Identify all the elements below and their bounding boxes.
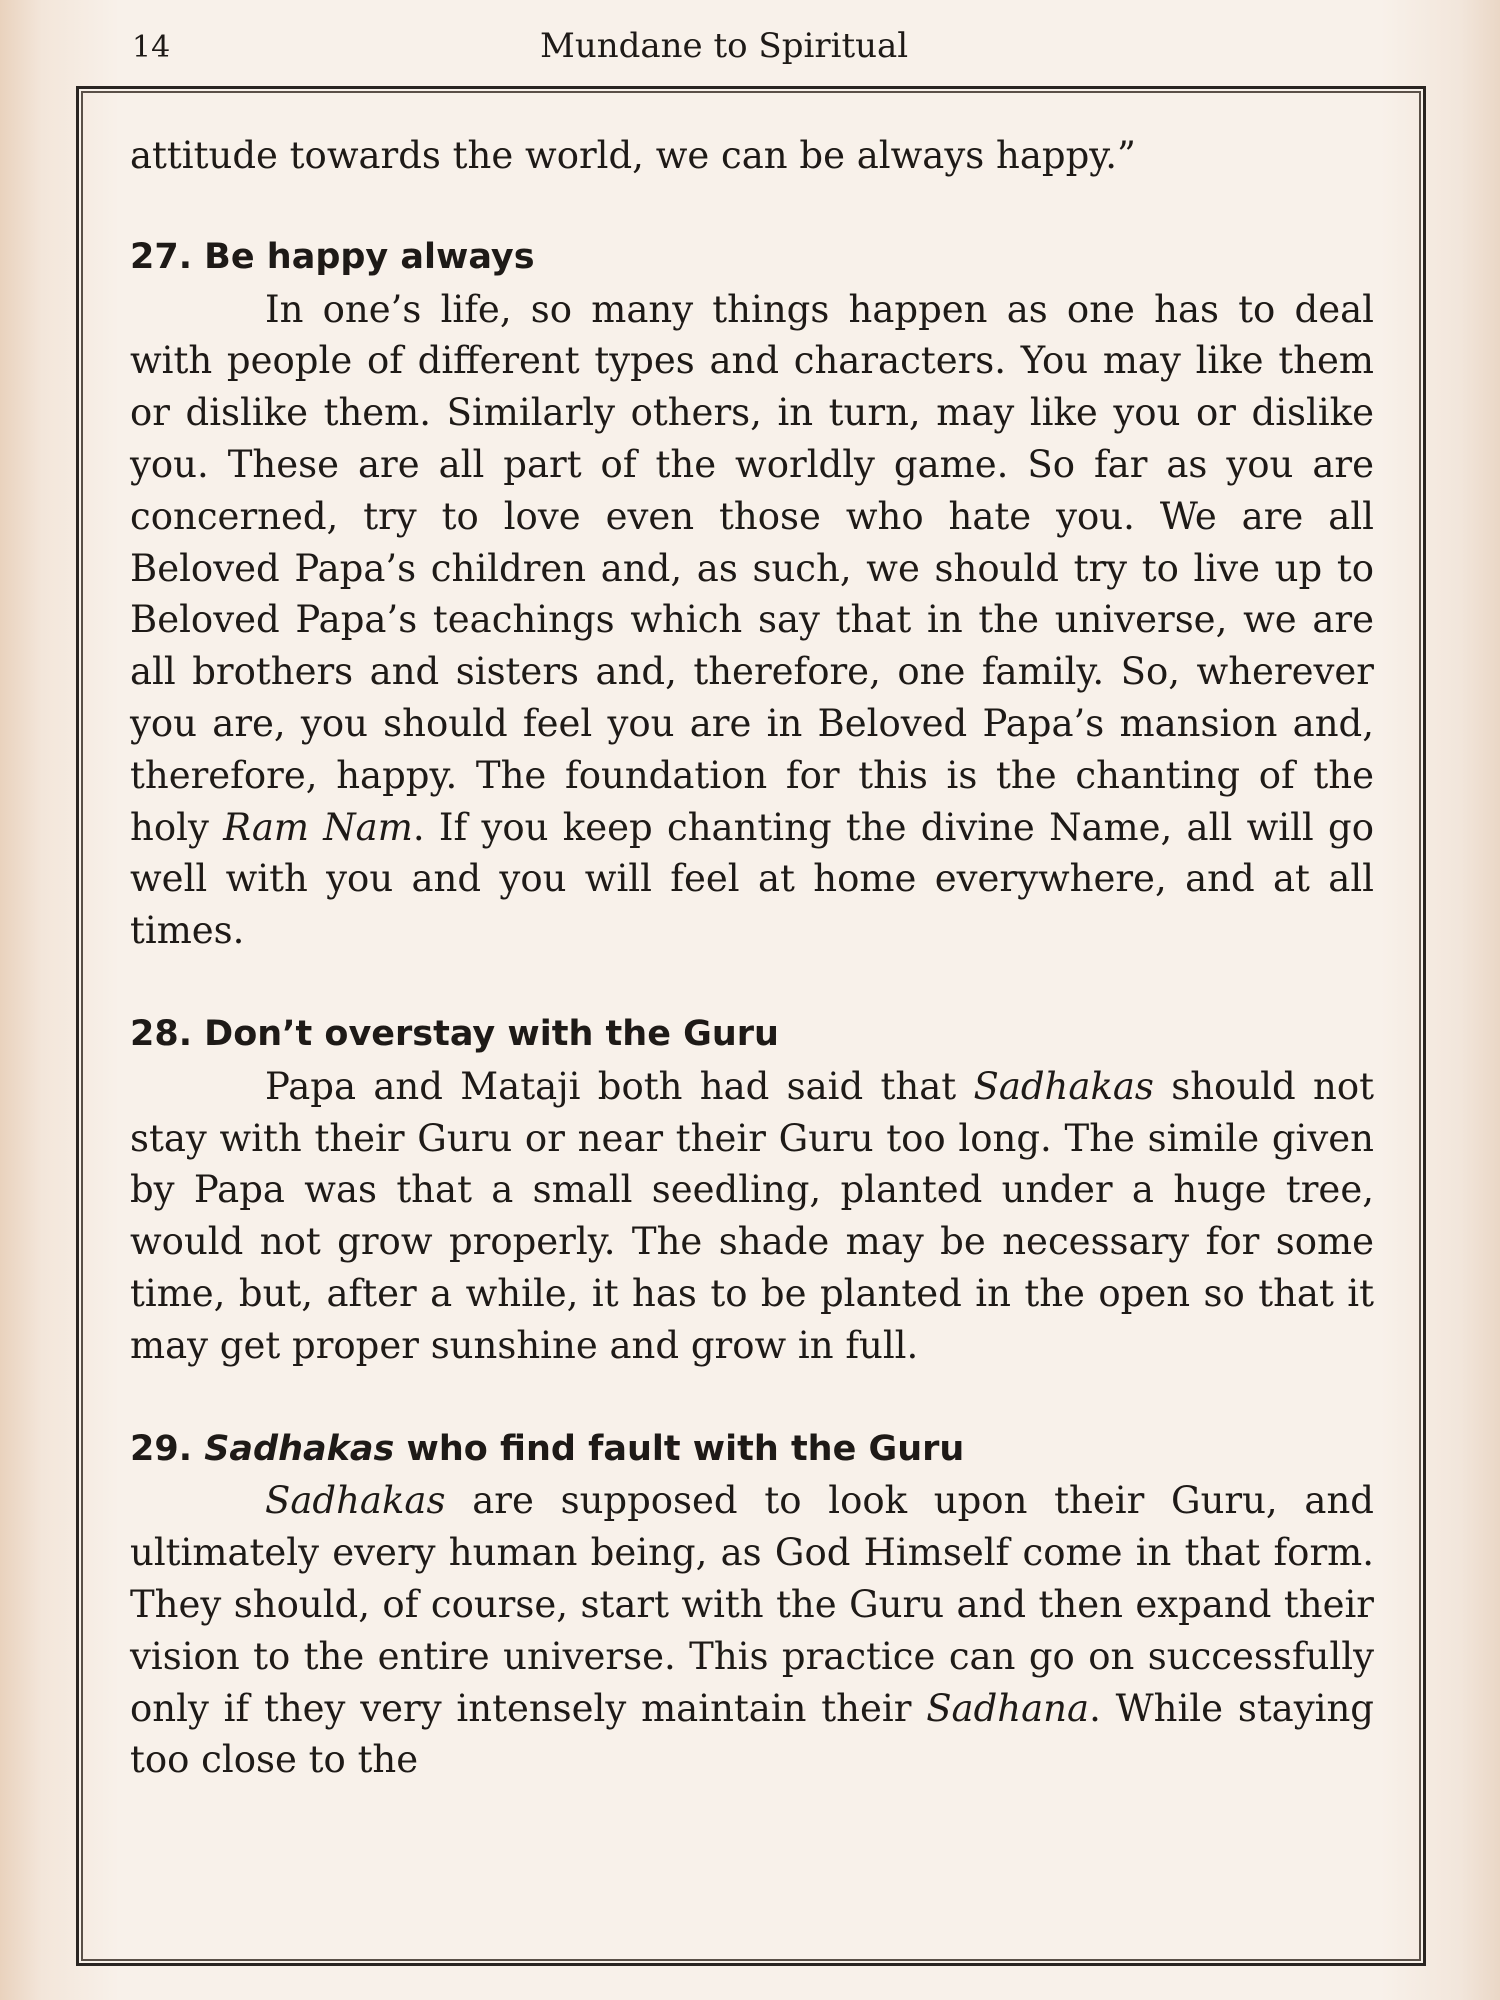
page-body: [130, 130, 1374, 1786]
section-29-text-b: . While staying too close to the: [130, 1686, 1374, 1782]
section-29-number: 29.: [130, 1428, 205, 1469]
section-29-heading: [130, 1424, 1374, 1476]
section-27-text-b: . If you keep chanting the divine Name, all will go well with you and you will feel at home everywhere, and at all times.: [130, 805, 1374, 953]
section-28-emphasis: Sadhakas: [973, 1064, 1154, 1108]
section-27-emphasis: Ram Nam: [223, 805, 413, 849]
section-28-text-b: should not stay with their Guru or near their Guru too long. The simile given by Papa was that a small seedling, planted under a huge tree, would not grow properly. The shade may be necessary for some time, but, after a while, it has to be planted in the open so that it may get proper sunshine and grow in full.: [130, 1064, 1374, 1367]
section-27-paragraph: [130, 284, 1374, 957]
section-29-text-a: are supposed to look upon their Guru, and ultimately every human being, as God Himself come in that form. They should, of course, start with the Guru and then expand their vision to the entire universe. This practice can go on successfully only if they very intensely maintain their: [130, 1479, 1374, 1730]
running-title: Mundane to Spiritual: [540, 26, 909, 66]
section-29-heading-text: who find fault with the Guru: [394, 1428, 965, 1469]
section-28-heading: 28. Don’t overstay with the Guru: [130, 1013, 779, 1054]
continuation-paragraph: attitude towards the world, we can be always happy.”: [130, 134, 1136, 177]
section-27-heading: 27. Be happy always: [130, 236, 535, 277]
section-28-text-a: Papa and Mataji both had said that: [265, 1064, 974, 1108]
section-29-heading-emphasis: Sadhakas: [204, 1428, 395, 1469]
section-29-emphasis-1: Sadhakas: [265, 1479, 446, 1523]
section-27-text-a: In one’s life, so many things happen as one has to deal with people of different types and characters. You may like them or dislike them. Similarly others, in turn, may like you or dislike you. These are all part of the worldly game. So far as you are concerned, try to love even those who hate you. We are all Beloved Papa’s children and, as such, we should try to live up to Beloved Papa’s teachings which say that in the universe, we are all brothers and sisters and, therefore, one family. So, wherever you are, you should feel you are in Beloved Papa’s mansion and, therefore, happy. The foundation for this is the chanting of the holy: [130, 287, 1374, 849]
section-29-emphasis-2: Sadhana: [926, 1686, 1090, 1730]
section-29-paragraph: [130, 1475, 1374, 1786]
section-28-paragraph: [130, 1061, 1374, 1372]
page-number: 14: [132, 30, 171, 65]
